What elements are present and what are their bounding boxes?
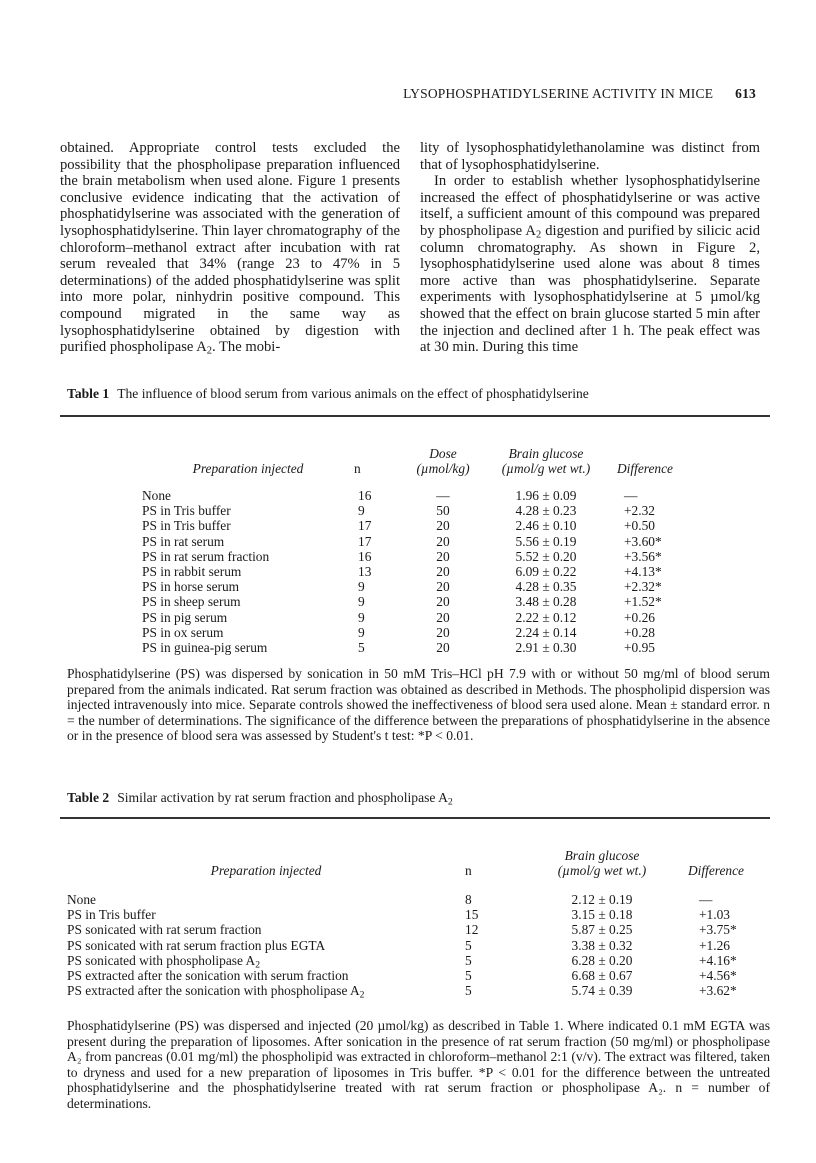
table2-caption: Table 2 Similar activation by rat serum fraction and phospholipase $A_2$ [67,790,453,808]
table2-top-rule [60,817,770,819]
right-paragraph-2: In order to establish whether lysophosphatidylserine increased the effect of phosphatidylserine or was active itself, a sufficient amount of this compound was prepared by phospholipase $A_2$ digestion and purified by silicic acid column chromatography. As shown in Figure 2, lysophosphatidylserine used alone was about 8 times more active than was phosphatidylserine. Separate experiments with lysophosphatidylserine at 5 µmol/kg showed that the effect on brain glucose started 5 min after the injection and declined after 1 h. The peak effect was at 30 min. During this time [420,173,761,356]
n-cell: 5 [465,952,472,968]
glucose-cell: 6.68 ± 0.67 [571,968,633,984]
preparation-cell: PS sonicated with rat serum fraction plus EGTA [67,937,326,953]
glucose-cell: 4.28 ± 0.35 [515,579,577,595]
preparation-cell: None [142,488,172,503]
dose-cell: 20 [436,624,450,640]
t2-header-preparation: Preparation injected [210,863,322,878]
table-row [142,610,680,625]
preparation-cell: PS sonicated with phospholipase $A_2$ [67,952,261,971]
preparation-cell: PS in ox serum [142,624,224,640]
preparation-cell: PS in Tris buffer [67,907,156,923]
glucose-cell: 2.91 ± 0.30 [515,640,577,656]
n-cell: 5 [358,640,365,656]
left-column-text: obtained. Appropriate control tests excluded the possibility that the phospholipase preparation influenced the brain metabolism when used alone. Figure 1 presents conclusive evidence indicating that the activation of phosphatidylserine was associated with the generation of lysophosphatidylserine. Thin layer chromatography of the chloroform–methanol extract after incubation with rat serum revealed that 34% (range 23 to 47% in 5 determinations) of the added phosphatidylserine was split into more polar, ninhydrin positive compound. This compound migrated in the same way as lysophosphatidylserine obtained by digestion with purified phospholipase A [60,140,400,356]
table-row [142,579,680,594]
n-cell: 12 [465,922,479,938]
glucose-cell: 5.52 ± 0.20 [515,548,577,564]
dose-cell: 20 [436,594,450,610]
difference-cell: — [624,488,638,503]
n-cell: 15 [465,907,479,923]
difference-cell: +4.16* [699,952,737,968]
t2-header-glucose: Brain glucose (µmol/g wet wt.) [557,848,647,878]
table2-body [67,892,761,1001]
difference-cell: +2.32* [624,579,662,595]
glucose-cell: 2.46 ± 0.10 [515,518,577,534]
table-row [67,968,761,983]
table-row [142,488,680,503]
t1-header-difference: Difference [616,461,673,476]
n-cell: 9 [358,624,365,640]
preparation-cell: PS sonicated with rat serum fraction [67,922,262,938]
preparation-cell: PS in sheep serum [142,594,241,610]
preparation-cell: PS in rabbit serum [142,564,242,580]
dose-cell: 20 [436,564,450,580]
glucose-cell: 3.48 ± 0.28 [515,594,577,610]
difference-cell: +0.50 [624,518,655,534]
glucose-cell: 6.09 ± 0.22 [515,564,577,580]
glucose-cell: 2.24 ± 0.14 [515,624,577,640]
dose-cell: 20 [436,609,450,625]
preparation-cell: PS in rat serum [142,533,225,549]
table-row [67,953,761,968]
right-paragraph-1: lity of lysophosphatidylethanolamine was distinct from that of lysophosphatidylserine. [420,140,760,173]
n-cell: 5 [465,937,472,953]
preparation-cell: PS in horse serum [142,579,240,595]
table2-footnote: Phosphatidylserine (PS) was dispersed and injected (20 µmol/kg) as described in Table 1. Where indicated 0.1 mM EGTA was present during the preparation of liposomes. After sonication in the presence of rat serum fraction (50 mg/ml) or phospholipase A₂ from pancreas (0.01 mg/ml) the phospholipid was extracted in chloroform–methanol 2:1 (v/v). The extract was filtered, taken to dryness and used for a new preparation of liposomes in Tris buffer. *P < 0.01 for the difference between the untreated phosphatidylserine and the phosphatidylserine treated with rat serum fraction or phospholipase A₂. n = number of determinations. [67,1018,770,1111]
n-cell: 13 [358,564,372,580]
glucose-cell: 3.15 ± 0.18 [571,907,633,923]
dose-cell: 20 [436,579,450,595]
table2-label: Table 2 [67,790,110,805]
dose-cell: 20 [436,640,450,656]
dose-cell: 20 [436,518,450,534]
n-cell: 9 [358,609,365,625]
preparation-cell: PS in rat serum fraction [142,548,270,564]
n-cell: 5 [465,968,472,984]
running-head [60,86,756,102]
preparation-cell: PS extracted after the sonication with serum fraction [67,968,349,984]
glucose-cell: 4.28 ± 0.23 [515,503,577,519]
dose-cell: 20 [436,533,450,549]
n-cell: 17 [358,518,372,534]
n-cell: 8 [465,892,472,907]
table1-body [142,488,680,655]
preparation-cell: PS in Tris buffer [142,518,231,534]
dose-cell: 20 [436,548,450,564]
preparation-cell: PS in guinea-pig serum [142,640,268,656]
table-row [67,892,761,907]
table-row [142,549,680,564]
difference-cell: +1.03 [699,907,730,923]
preparation-cell: PS in pig serum [142,609,228,625]
t1-header-dose: Dose (µmol/kg) [416,446,470,476]
difference-cell: +3.75* [699,922,737,938]
table-row [142,503,680,518]
running-title: LYSOPHOSPHATIDYLSERINE ACTIVITY IN MICE [403,86,714,101]
preparation-cell: PS extracted after the sonication with phospholipase $A_2$ [67,983,365,1001]
n-cell: 5 [465,983,472,999]
n-cell: 16 [358,488,372,503]
difference-cell: +0.26 [624,609,655,625]
table-row [67,983,761,998]
table-row [142,518,680,533]
body-columns [60,140,760,356]
table-row [142,594,680,609]
glucose-cell: 5.87 ± 0.25 [571,922,633,938]
difference-cell: +1.26 [699,937,730,953]
preparation-cell: PS in Tris buffer [142,503,231,519]
glucose-cell: 6.28 ± 0.20 [571,952,633,968]
glucose-cell: 2.12 ± 0.19 [571,892,633,907]
table-row [67,938,761,953]
glucose-cell: 1.96 ± 0.09 [515,488,577,503]
t2-header-difference: Difference [687,863,744,878]
n-cell: 16 [358,548,372,564]
table1-caption: Table 1 The influence of blood serum from various animals on the effect of phosphatidylserine [67,386,589,401]
table1-label: Table 1 [67,386,110,401]
difference-cell: — [699,892,713,907]
table1 [142,440,680,655]
difference-cell: +2.32 [624,503,655,519]
t1-header-glucose: Brain glucose (µmol/g wet wt.) [501,446,591,476]
dose-cell: — [436,488,450,503]
table-row [142,640,680,655]
table-row [142,625,680,640]
difference-cell: +4.56* [699,968,737,984]
t2-header-n: n [465,863,472,878]
table2 [67,842,761,1001]
table-row [142,564,680,579]
glucose-cell: 3.38 ± 0.32 [571,937,633,953]
glucose-cell: 5.56 ± 0.19 [515,533,577,549]
dose-cell: 50 [436,503,450,519]
table-row [67,907,761,922]
table-row [67,922,761,937]
preparation-cell: None [67,892,97,907]
right-column [420,140,760,356]
glucose-cell: 5.74 ± 0.39 [571,983,633,999]
table-row [142,534,680,549]
t1-header-preparation: Preparation injected [192,461,304,476]
left-column: obtained. Appropriate control tests excluded the possibility that the phospholipase preparation influenced the brain metabolism when used alone. Figure 1 presents conclusive evidence indicating that the activation of phosphatidylserine was associated with the generation of lysophosphatidylserine. Thin layer chromatography of the chloroform–methanol extract after incubation with rat serum revealed that 34% (range 23 to 47% in 5 determinations) of the added phosphatidylserine was split into more polar, ninhydrin positive compound. This compound migrated in the same way as lysophosphatidylserine obtained by digestion with purified phospholipase $A_2$. The mobi- [60,140,400,357]
n-cell: 9 [358,594,365,610]
difference-cell: +3.62* [699,983,737,999]
table1-footnote: Phosphatidylserine (PS) was dispersed by sonication in 50 mM Tris–HCl pH 7.9 with or without 50 mg/ml of blood serum prepared from the animals indicated. Rat serum fraction was obtained as described in Methods. The phospholipid dispersion was injected intravenously into mice. Separate controls showed the ineffectiveness of blood sera used alone. Mean ± standard error. n = the number of determinations. The significance of the difference between the preparations of phosphatidylserine in the absence or in the presence of blood sera was assessed by Student's t test: *P < 0.01. [67,666,770,743]
table1-top-rule [60,415,770,417]
difference-cell: +0.95 [624,640,655,656]
difference-cell: +3.56* [624,548,662,564]
page-number: 613 [735,86,756,101]
n-cell: 9 [358,579,365,595]
n-cell: 9 [358,503,365,519]
difference-cell: +4.13* [624,564,662,580]
difference-cell: +0.28 [624,624,655,640]
glucose-cell: 2.22 ± 0.12 [515,609,577,625]
difference-cell: +3.60* [624,533,662,549]
t1-header-n: n [354,461,361,476]
n-cell: 17 [358,533,372,549]
difference-cell: +1.52* [624,594,662,610]
